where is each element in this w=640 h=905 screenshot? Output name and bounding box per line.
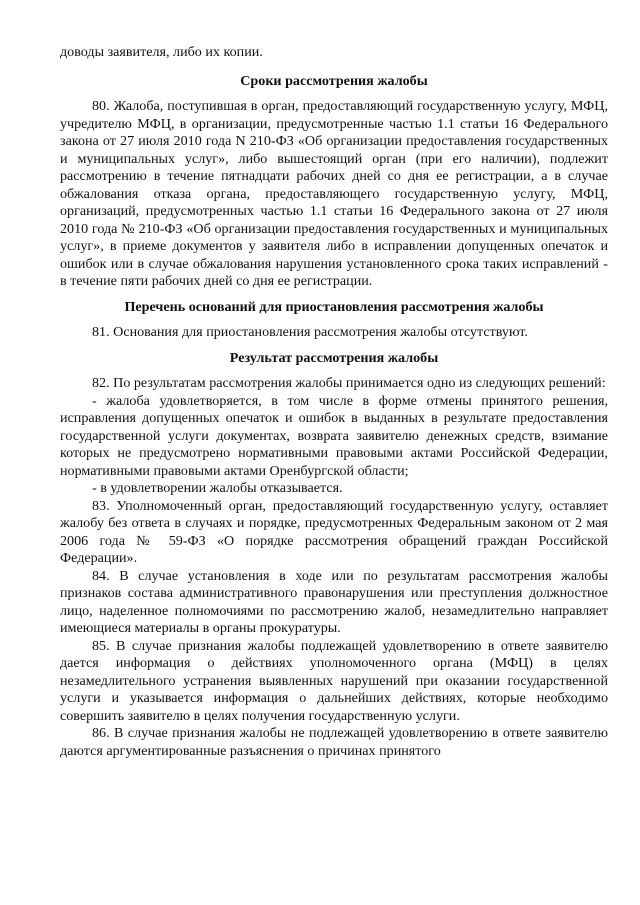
section-heading-review-result: Результат рассмотрения жалобы [229, 349, 439, 366]
paragraph-83: 83. Уполномоченный орган, предоставляющий государственную услугу, оставляет жалобу без ответа в случаях и порядке, предусмотренных Федеральным законом от 2 мая 2006 года № 59-ФЗ «О порядке рассмотрения обращений граждан Российской Федерации». [60, 497, 608, 566]
paragraph-82-item-refused: - в удовлетворении жалобы отказывается. [92, 480, 343, 496]
paragraph-82-item-satisfied: - жалоба удовлетворяется, в том числе в форме отмены принятого решения, исправления допущенных опечаток и ошибок в выданных в результате предоставления государственной услуги документах, возврата заявителю денежных средств, взимание которых не предусмотрено нормативными правовыми актами Российской Федерации, нормативными правовыми актами Оренбургской области; [60, 392, 608, 479]
paragraph-81: 81. Основания для приостановления рассмотрения жалобы отсутствуют. [92, 324, 528, 340]
paragraph-85: 85. В случае признания жалобы подлежащей удовлетворению в ответе заявителю дается информация о действиях уполномоченного органа (МФЦ) в целях незамедлительного устранения выявленных нарушений при оказании государственной услуги и указывается информация о дальнейших действиях, которые необходимо совершить заявителю в целях получения государственную услуги. [60, 637, 608, 724]
document-page [60, 44, 608, 760]
paragraph-80: 80. Жалоба, поступившая в орган, предоставляющий государственную услугу, МФЦ, учредителю МФЦ, в организации, предусмотренные частью 1.1 статьи 16 Федерального закона от 27 июля 2010 года N 210-ФЗ «Об организации предоставления государственных и муниципальных услуг», либо вышестоящий орган (при его наличии), подлежит рассмотрению в течение пятнадцати рабочих дней со дня ее регистрации, а в случае обжалования отказа органа, предоставляющего государственную услугу, МФЦ, организаций, предусмотренных частью 1.1 статьи 16 Федерального закона от 27 июля 2010 года № 210-ФЗ «Об организации предоставления государственных и муниципальных услуг», в приеме документов у заявителя либо в исправлении допущенных опечаток и ошибок или в случае обжалования нарушения установленного срока таких исправлений - в течение пяти рабочих дней со дня ее регистрации. [60, 98, 608, 289]
paragraph-82: 82. По результатам рассмотрения жалобы принимается одно из следующих решений: [92, 375, 606, 391]
section-heading-suspension-grounds: Перечень оснований для приостановления рассмотрения жалобы [124, 298, 544, 315]
paragraph-86: 86. В случае признания жалобы не подлежащей удовлетворению в ответе заявителю даются аргументированные разъяснения о причинах принятого [60, 725, 608, 759]
continuation-line: доводы заявителя, либо их копии. [60, 44, 263, 60]
section-heading-review-terms: Сроки рассмотрения жалобы [240, 72, 428, 89]
paragraph-84: 84. В случае установления в ходе или по результатам рассмотрения жалобы признаков состава административного правонарушения или преступления должностное лицо, наделенное полномочиями по рассмотрению жалоб, незамедлительно направляет имеющиеся материалы в органы прокуратуры. [60, 567, 608, 636]
